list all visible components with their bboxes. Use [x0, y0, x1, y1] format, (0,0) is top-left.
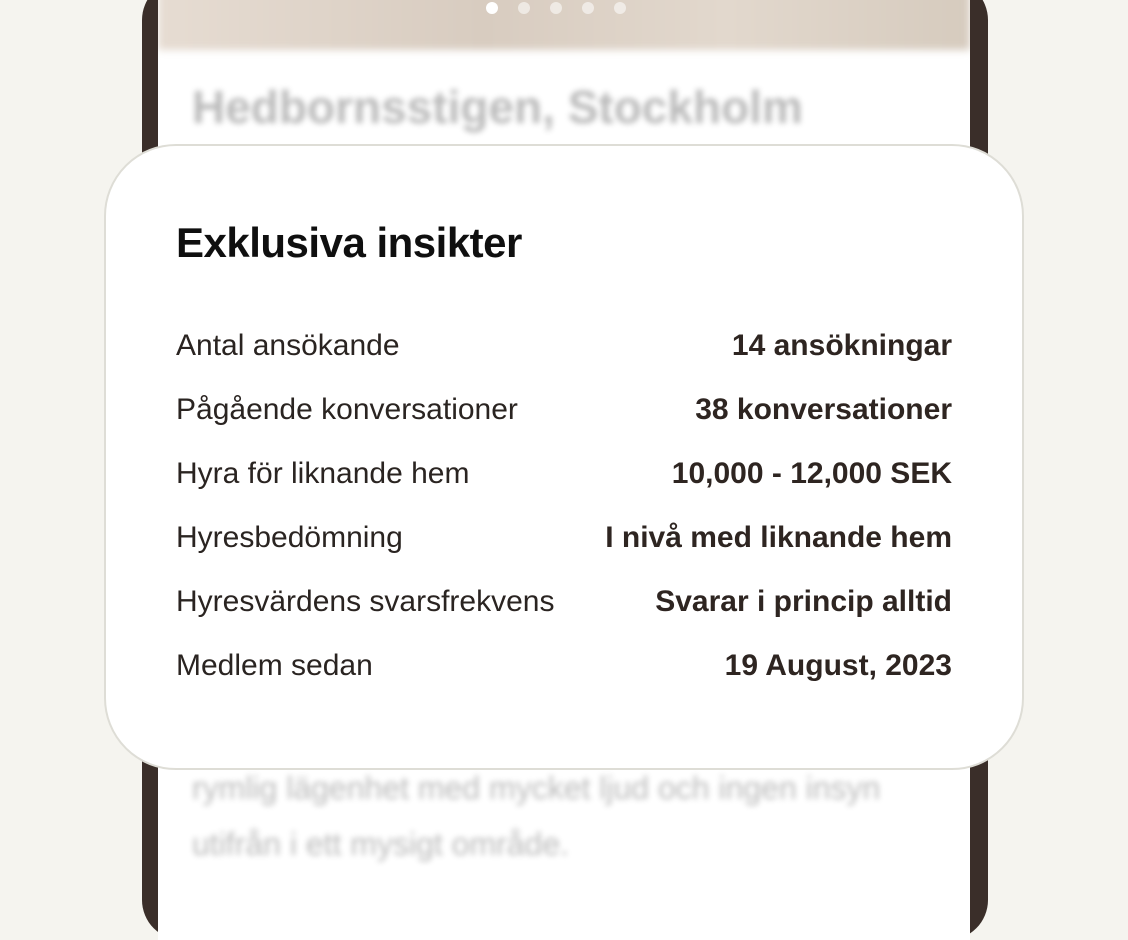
carousel-dot[interactable]: [486, 2, 498, 14]
insight-value: 14 ansökningar: [731, 329, 952, 362]
carousel-dot[interactable]: [518, 2, 530, 14]
insights-title: Exklusiva insikter: [176, 219, 522, 266]
insight-value: 19 August, 2023: [724, 649, 952, 682]
insight-label: Medlem sedan: [176, 649, 373, 682]
listing-description: rymlig lägenhet med mycket ljud och ingen insyn utifrån i ett mysigt område.: [192, 770, 881, 862]
insight-label: Pågående konversationer: [176, 393, 518, 426]
insight-label: Hyresvärdens svarsfrekvens: [176, 585, 555, 618]
insight-row: [176, 634, 952, 698]
carousel-dot[interactable]: [614, 2, 626, 14]
insight-label: Antal ansökande: [176, 329, 400, 362]
image-carousel-dots: [486, 2, 626, 14]
insight-value: I nivå med liknande hem: [605, 521, 952, 554]
insight-value: 38 konversationer: [695, 393, 952, 426]
insight-row: [176, 378, 952, 442]
insight-label: Hyresbedömning: [176, 521, 403, 554]
insights-card: [104, 144, 1024, 770]
insight-label: Hyra för liknande hem: [176, 457, 470, 490]
listing-title: Hedbornsstigen, Stockholm: [192, 81, 803, 133]
insight-value: Svarar i princip alltid: [655, 585, 952, 618]
insight-row: [176, 442, 952, 506]
insights-list: [176, 314, 952, 698]
carousel-dot[interactable]: [582, 2, 594, 14]
insight-row: [176, 314, 952, 378]
carousel-dot[interactable]: [550, 2, 562, 14]
insight-row: [176, 506, 952, 570]
insight-row: [176, 570, 952, 634]
insight-value: 10,000 - 12,000 SEK: [671, 457, 952, 490]
